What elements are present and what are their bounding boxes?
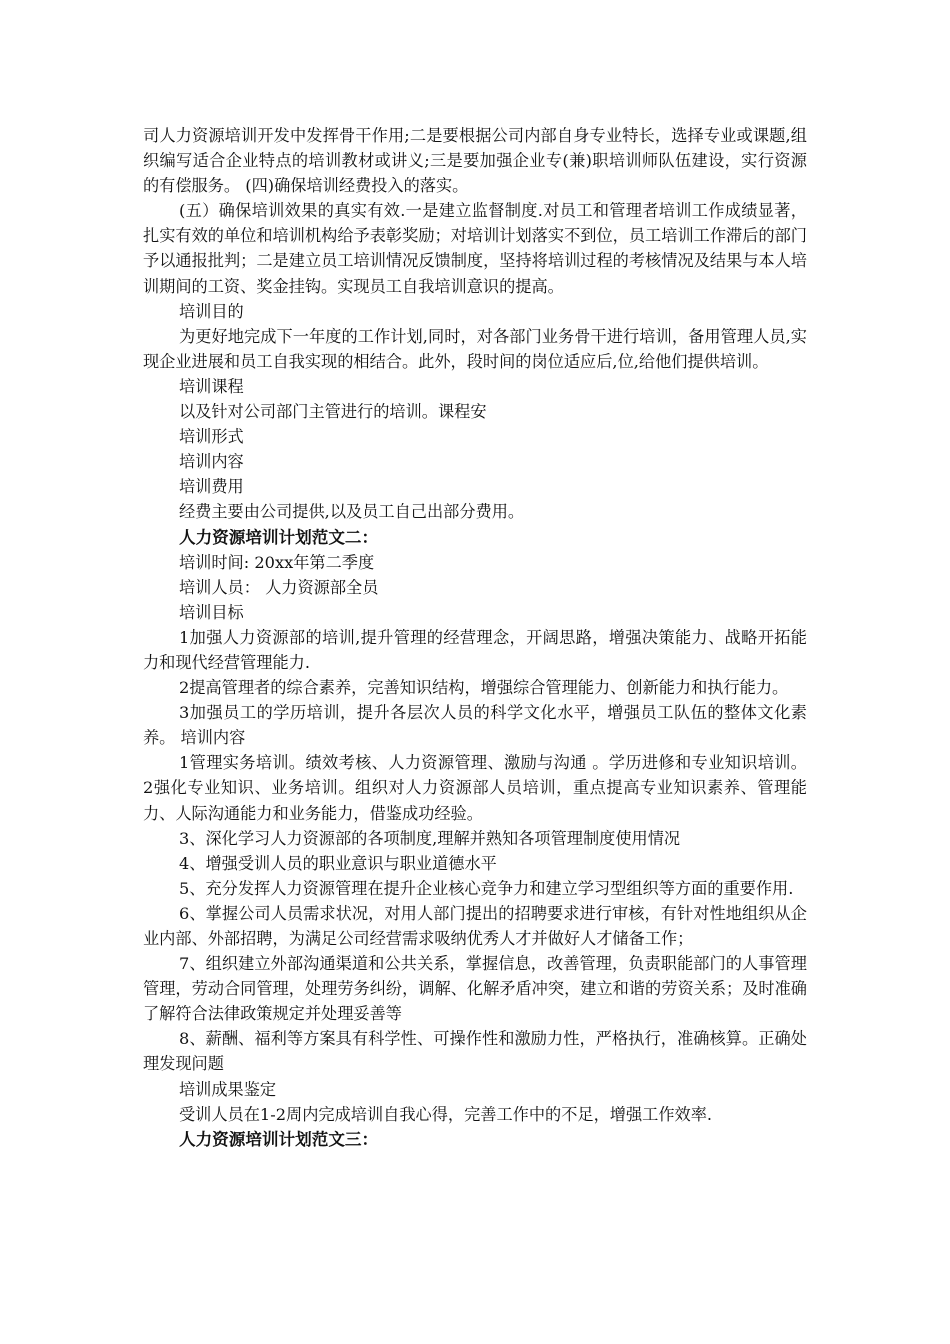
paragraph: 培训时间: 20xx年第二季度 <box>179 552 375 572</box>
paragraph: (五）确保培训效果的真实有效.一是建立监督制度.对员工和管理者培训工作成绩显著，扎实有效的单位和培训机构给予表彰奖励；对培训计划落实不到位，员工培训工作滞后的部门予以通报批判；二是建立员工培训情况反馈制度，坚持将培训过程的考核情况及结果与本人培训期间的工资、奖金挂钩。实现员工自我培训意识的提高。 <box>143 201 807 296</box>
paragraph: 培训形式 <box>179 427 244 447</box>
paragraph: 培训费用 <box>179 477 244 497</box>
paragraph: 经费主要由公司提供,以及员工自己出部分费用。 <box>179 502 525 522</box>
paragraph: 4、增强受训人员的职业意识与职业道德水平 <box>179 853 497 873</box>
paragraph: 3加强员工的学历培训，提升各层次人员的科学文化水平，增强员工队伍的整体文化素养。 培训内容 <box>143 703 807 748</box>
paragraph: 1加强人力资源部的培训,提升管理的经营理念，开阔思路，增强决策能力、战略开拓能力和现代经营管理能力. <box>143 627 807 672</box>
paragraph: 1管理实务培训。绩效考核、人力资源管理、激励与沟通 。学历进修和专业知识培训。 2强化专业知识、业务培训。组织对人力资源部人员培训，重点提高专业知识素养、管理能力、人际沟通能力和业务能力，借鉴成功经验。 <box>143 753 807 823</box>
paragraph: 7、组织建立外部沟通渠道和公共关系，掌握信息，改善管理，负责职能部门的人事管理管理，劳动合同管理，处理劳务纠纷，调解、化解矛盾冲突，建立和谐的劳资关系；及时准确了解符合法律政策规定并处理妥善等 <box>143 954 807 1024</box>
paragraph: 培训目标 <box>179 602 244 622</box>
document-body <box>143 123 807 1152</box>
paragraph: 培训成果鉴定 <box>179 1079 277 1099</box>
paragraph: 6、掌握公司人员需求状况，对用人部门提出的招聘要求进行审核，有针对性地组织从企业内部、外部招聘，为满足公司经营需求吸纳优秀人才并做好人才储备工作； <box>143 903 807 948</box>
paragraph: 司人力资源培训开发中发挥骨干作用;二是要根据公司内部自身专业特长，选择专业或课题,组织编写适合企业特点的培训教材或讲义;三是要加强企业专(兼)职培训师队伍建设，实行资源的有偿服务。 (四)确保培训经费投入的落实。 <box>143 126 807 196</box>
paragraph: 培训人员： 人力资源部全员 <box>179 577 379 597</box>
paragraph: 8、薪酬、福利等方案具有科学性、可操作性和激励力性，严格执行，准确核算。正确处理发现问题 <box>143 1029 807 1074</box>
paragraph: 5、充分发挥人力资源管理在提升企业核心竞争力和建立学习型组织等方面的重要作用. <box>179 878 794 898</box>
paragraph: 受训人员在1-2周内完成培训自我心得，完善工作中的不足，增强工作效率. <box>179 1104 713 1124</box>
section-heading: 人力资源培训计划范文二： <box>179 526 379 547</box>
paragraph: 2提高管理者的综合素养，完善知识结构，增强综合管理能力、创新能力和执行能力。 <box>179 678 789 698</box>
section-heading: 人力资源培训计划范文三： <box>179 1128 379 1149</box>
paragraph: 培训目的 <box>179 301 244 321</box>
paragraph: 培训内容 <box>179 452 244 472</box>
paragraph: 3、深化学习人力资源部的各项制度,理解并熟知各项管理制度使用情况 <box>179 828 681 848</box>
paragraph: 为更好地完成下一年度的工作计划,同时，对各部门业务骨干进行培训，备用管理人员,实现企业进展和员工自我实现的相结合。此外，段时间的岗位适应后,位,给他们提供培训。 <box>143 326 807 371</box>
paragraph: 以及针对公司部门主管进行的培训。课程安 <box>179 402 487 422</box>
paragraph: 培训课程 <box>179 376 244 396</box>
